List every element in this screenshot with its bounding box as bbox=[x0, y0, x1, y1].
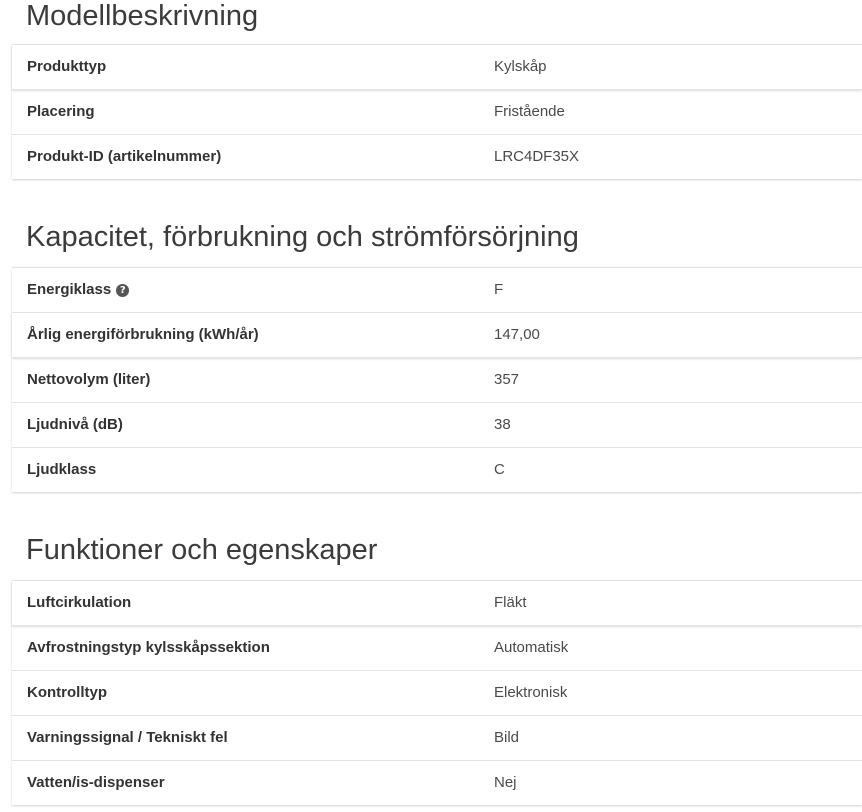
spec-value: Nej bbox=[494, 774, 517, 791]
spec-row-warning-signal bbox=[12, 716, 862, 761]
spec-table bbox=[12, 44, 862, 179]
spec-label: Kontrolltyp bbox=[27, 684, 107, 701]
section-title: Funktioner och egenskaper bbox=[26, 534, 378, 566]
spec-table bbox=[12, 267, 862, 492]
spec-row-control-type bbox=[12, 671, 862, 716]
spec-label: Årlig energiförbrukning (kWh/år) bbox=[27, 326, 259, 343]
spec-value: Fläkt bbox=[494, 594, 527, 611]
spec-label: Luftcirkulation bbox=[27, 594, 132, 611]
spec-row-air-circulation bbox=[12, 581, 862, 626]
spec-row-noise-level bbox=[12, 403, 862, 448]
spec-row-noise-class bbox=[12, 448, 862, 492]
spec-label: Varningssignal / Tekniskt fel bbox=[27, 729, 228, 746]
spec-value: Kylskåp bbox=[494, 58, 547, 75]
spec-value: Automatisk bbox=[494, 639, 569, 656]
spec-value: 357 bbox=[494, 371, 520, 388]
spec-row-annual-energy bbox=[12, 313, 862, 358]
spec-label: Vatten/is-dispenser bbox=[27, 774, 165, 791]
spec-row-energy-class bbox=[12, 268, 862, 313]
spec-value: Bild bbox=[494, 729, 520, 746]
spec-row-defrost-type bbox=[12, 626, 862, 671]
spec-value: C bbox=[494, 461, 505, 478]
spec-row-product-id bbox=[12, 135, 862, 179]
spec-label: Energiklass bbox=[27, 281, 112, 298]
spec-label-wrapper bbox=[27, 268, 129, 312]
spec-label: Avfrostningstyp kylsskåpssektion bbox=[27, 639, 270, 656]
spec-label: Produkttyp bbox=[27, 58, 107, 75]
spec-row-net-volume bbox=[12, 358, 862, 403]
spec-label: Produkt-ID (artikelnummer) bbox=[27, 148, 222, 165]
spec-value: F bbox=[494, 281, 504, 298]
section-title: Modellbeskrivning bbox=[26, 0, 259, 32]
spec-row-product-type bbox=[12, 45, 862, 90]
help-icon[interactable]: ? bbox=[116, 284, 129, 297]
spec-row-water-ice-dispenser bbox=[12, 761, 862, 805]
spec-label: Ljudnivå (dB) bbox=[27, 416, 123, 433]
spec-value: Fristående bbox=[494, 103, 565, 120]
spec-label: Placering bbox=[27, 103, 95, 120]
section-title: Kapacitet, förbrukning och strömförsörjning bbox=[26, 221, 579, 253]
spec-label: Ljudklass bbox=[27, 461, 97, 478]
spec-row-placement bbox=[12, 90, 862, 135]
spec-value: 38 bbox=[494, 416, 511, 433]
spec-label: Nettovolym (liter) bbox=[27, 371, 151, 388]
spec-table bbox=[12, 580, 862, 805]
spec-value: Elektronisk bbox=[494, 684, 568, 701]
spec-value: 147,00 bbox=[494, 326, 540, 343]
spec-value: LRC4DF35X bbox=[494, 148, 580, 165]
